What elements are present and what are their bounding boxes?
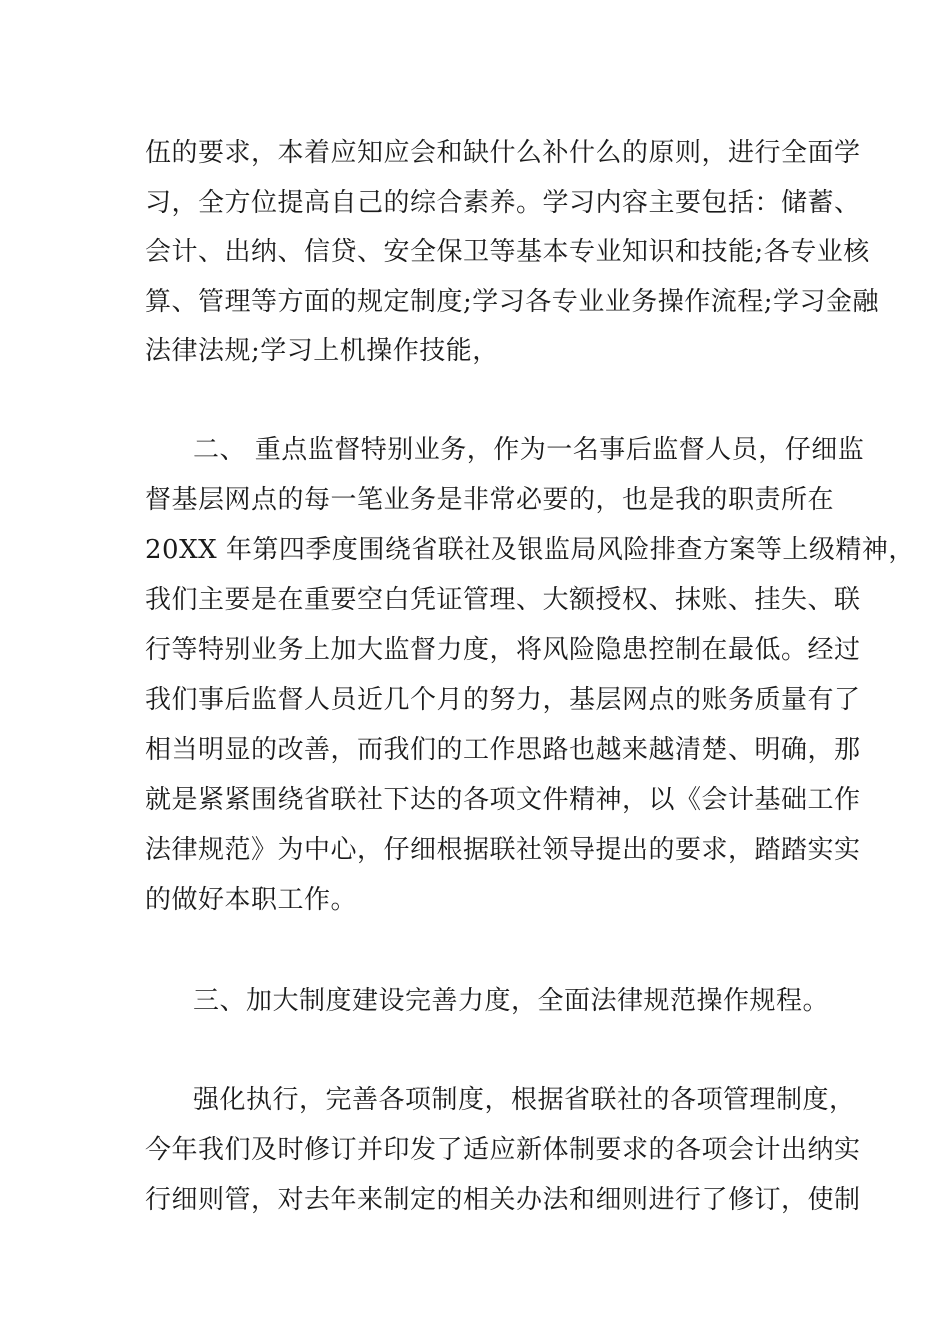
paragraph-2-line-4: 我们主要是在重要空白凭证管理、大额授权、抹账、挂失、联	[145, 585, 861, 615]
paragraph-4-line-3: 行细则管，对去年来制定的相关办法和细则进行了修订，使制	[145, 1185, 861, 1215]
paragraph-1-line-4: 算、管理等方面的规定制度;学习各专业业务操作流程;学习金融	[145, 287, 880, 317]
paragraph-1-line-3: 会计、出纳、信贷、安全保卫等基本专业知识和技能;各专业核	[145, 237, 870, 267]
paragraph-2-line-9: 法律规范》为中心，仔细根据联社领导提出的要求，踏踏实实	[145, 835, 861, 865]
paragraph-2-line-6: 我们事后监督人员近几个月的努力，基层网点的账务质量有了	[145, 685, 861, 715]
paragraph-4-line-1: 强化执行，完善各项制度，根据省联社的各项管理制度，	[193, 1085, 856, 1115]
paragraph-2-line-8: 就是紧紧围绕省联社下达的各项文件精神，以《会计基础工作	[145, 785, 861, 815]
paragraph-1-line-1: 伍的要求，本着应知应会和缺什么补什么的原则，进行全面学	[145, 138, 861, 168]
paragraph-4-line-2: 今年我们及时修订并印发了适应新体制要求的各项会计出纳实	[145, 1135, 861, 1165]
paragraph-2-line-5: 行等特别业务上加大监督力度，将风险隐患控制在最低。经过	[145, 635, 861, 665]
paragraph-1-line-5: 法律法规;学习上机操作技能，	[145, 336, 499, 366]
paragraph-2-line-2: 督基层网点的每一笔业务是非常必要的，也是我的职责所在	[145, 485, 835, 515]
paragraph-2-line-7: 相当明显的改善，而我们的工作思路也越来越清楚、明确，那	[145, 735, 861, 765]
paragraph-2-line-10: 的做好本职工作。	[145, 885, 358, 915]
section-heading-3: 三、加大制度建设完善力度，全面法律规范操作规程。	[193, 986, 830, 1016]
paragraph-2-line-1: 二、 重点监督特别业务，作为一名事后监督人员，仔细监	[193, 435, 865, 465]
paragraph-2-line-3: 20XX 年第四季度围绕省联社及银监局风险排查方案等上级精神，	[145, 535, 915, 565]
paragraph-1-line-2: 习，全方位提高自己的综合素养。学习内容主要包括：储蓄、	[145, 188, 861, 218]
